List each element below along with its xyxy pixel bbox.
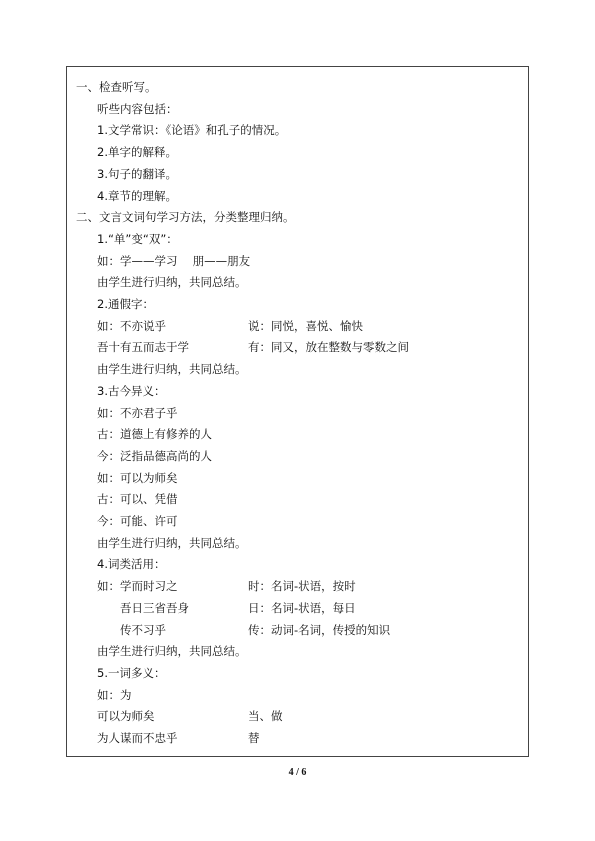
text-line: 吾日三省吾身 <box>120 600 189 615</box>
note-text: 时：名词-状语，按时 <box>248 579 356 594</box>
subheading: 2.通假字： <box>97 297 154 311</box>
note-text: 传：动词-名词，传授的知识 <box>248 622 391 637</box>
text-line: 由学生进行归纳，共同总结。 <box>97 535 247 550</box>
text-line: 2.单字的解释。 <box>97 145 177 160</box>
subheading: 3.古今异义： <box>97 383 166 398</box>
text-line: 听些内容包括： <box>97 101 178 116</box>
note-text: 日：名词-状语，每日 <box>248 600 356 615</box>
text-line: 如：不亦君子乎 <box>97 405 178 420</box>
text-line: 4.章节的理解。 <box>97 188 177 203</box>
text-line: 为人谋而不忠乎 <box>97 731 178 745</box>
text-line: 1.文学常识：《论语》和孔子的情况。 <box>97 123 287 138</box>
text-line: 如：可以为师矣 <box>97 470 178 485</box>
subheading: 1.“单”变“双”： <box>97 231 178 246</box>
text-line: 今：泛指品德高尚的人 <box>97 448 212 463</box>
text-line: 如：学而时习之 <box>97 579 178 594</box>
note-text: 当、做 <box>248 709 283 724</box>
text-line: 今：可能、许可 <box>97 514 178 528</box>
text-line: 由学生进行归纳，共同总结。 <box>97 644 247 659</box>
text-line: 如：不亦说乎 <box>97 318 166 333</box>
text-line: 如：学——学习 朋——朋友 <box>97 253 251 268</box>
page-number: 4 / 6 <box>288 767 307 778</box>
subheading: 5.一词多义： <box>97 665 166 680</box>
subheading: 4.词类活用： <box>97 557 166 572</box>
heading-1: 一、检查听写。 <box>76 80 157 94</box>
note-text: 说：同悦，喜悦、愉快 <box>248 318 363 333</box>
text-line: 3.句子的翻译。 <box>97 166 177 181</box>
text-line: 传不习乎 <box>120 622 166 637</box>
text-line: 可以为师矣 <box>97 709 155 724</box>
note-text: 有：同又，放在整数与零数之间 <box>248 340 409 355</box>
text-line: 古：可以、凭借 <box>97 492 178 507</box>
text-line: 古：道德上有修养的人 <box>97 427 212 442</box>
text-line: 由学生进行归纳，共同总结。 <box>97 362 247 377</box>
text-line: 如：为 <box>97 687 132 702</box>
text-line: 由学生进行归纳，共同总结。 <box>97 275 247 290</box>
text-line: 吾十有五而志于学 <box>97 340 189 355</box>
heading-2: 二、文言文词句学习方法，分类整理归纳。 <box>76 210 295 225</box>
note-text: 替 <box>248 731 260 745</box>
